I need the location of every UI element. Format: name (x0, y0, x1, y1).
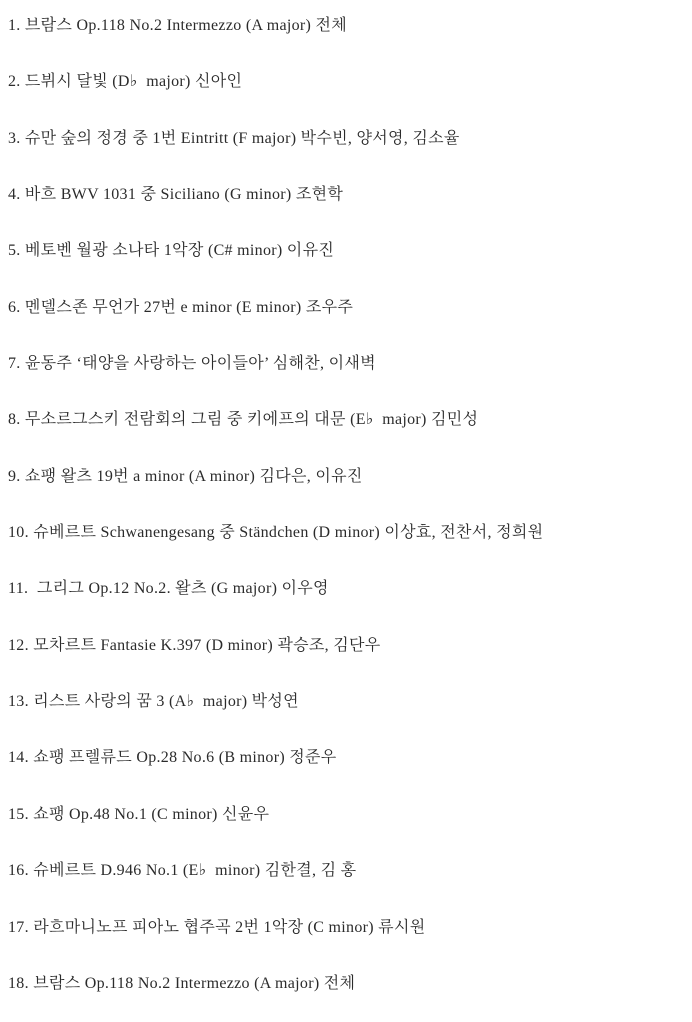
list-item-9: 9. 쇼팽 왈츠 19번 a minor (A minor) 김다은, 이유진 (8, 467, 363, 485)
list-item-10: 10. 슈베르트 Schwanengesang 중 Ständchen (D minor) 이상효, 전찬서, 정희원 (8, 524, 544, 542)
list-item-15: 15. 쇼팽 Op.48 No.1 (C minor) 신윤우 (8, 805, 270, 823)
list-item-12: 12. 모차르트 Fantasie K.397 (D minor) 곽승조, 김단우 (8, 636, 381, 654)
list-item-7: 7. 윤동주 ‘태양을 사랑하는 아이들아’ 심해찬, 이새벽 (8, 355, 376, 373)
list-item-11: 11. 그리그 Op.12 No.2. 왈츠 (G major) 이우영 (8, 580, 329, 598)
list-item-14: 14. 쇼팽 프렐류드 Op.28 No.6 (B minor) 정준우 (8, 749, 337, 767)
list-item-8: 8. 무소르그스키 전람회의 그림 중 키에프의 대문 (E♭ major) 김민성 (8, 411, 479, 429)
list-item-17: 17. 라흐마니노프 피아노 협주곡 2번 1악장 (C minor) 류시원 (8, 918, 426, 936)
list-item-2: 2. 드뷔시 달빛 (D♭ major) 신아인 (8, 73, 243, 91)
list-item-5: 5. 베토벤 월광 소나타 1악장 (C# minor) 이유진 (8, 242, 335, 260)
list-item-6: 6. 멘델스존 무언가 27번 e minor (E minor) 조우주 (8, 298, 354, 316)
list-item-13: 13. 리스트 사랑의 꿈 3 (A♭ major) 박성연 (8, 693, 299, 711)
list-item-3: 3. 슈만 숲의 정경 중 1번 Eintritt (F major) 박수빈, 양서영, 김소율 (8, 129, 460, 147)
list-item-16: 16. 슈베르트 D.946 No.1 (E♭ minor) 김한결, 김 홍 (8, 862, 357, 880)
list-item-18: 18. 브람스 Op.118 No.2 Intermezzo (A major) 전체 (8, 974, 356, 992)
list-item-1: 1. 브람스 Op.118 No.2 Intermezzo (A major) 전체 (8, 17, 347, 34)
list-item-4: 4. 바흐 BWV 1031 중 Siciliano (G minor) 조현학 (8, 186, 344, 204)
program-list (8, 0, 692, 1012)
